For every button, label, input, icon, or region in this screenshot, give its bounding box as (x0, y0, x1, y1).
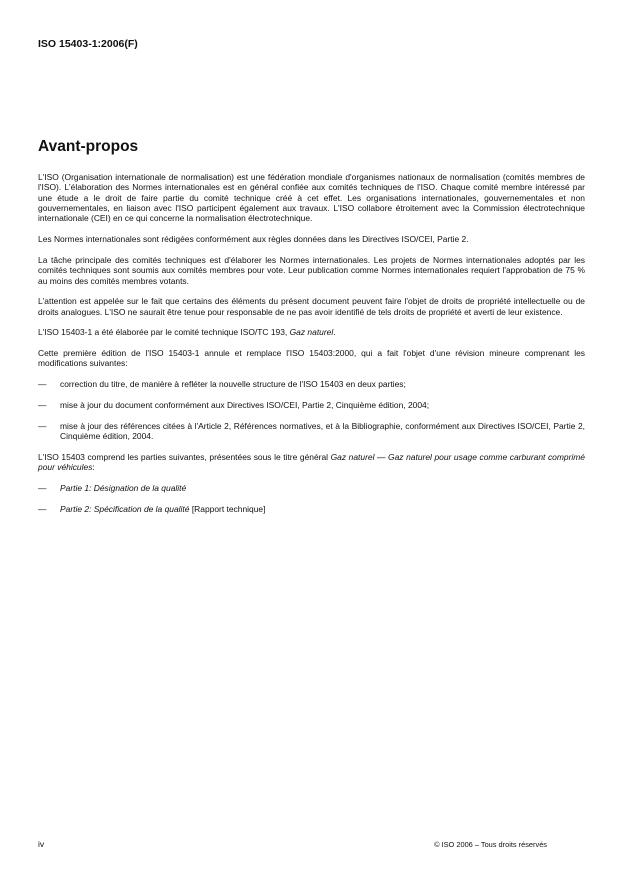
list-item (38, 504, 585, 514)
document-id-header: ISO 15403-1:2006(F) (38, 38, 138, 50)
list-item-text: mise à jour des références citées à l'Article 2, Références normatives, et à la Bibliographie, conformément aux Directives ISO/CEI, Partie 2, Cinquième édition, 2004. (60, 420, 585, 441)
paragraph-text: L'ISO 15403 comprend les parties suivantes, présentées sous le titre général (38, 451, 331, 462)
list-item-text (60, 504, 585, 514)
part-title: Partie 1: Désignation de la qualité (60, 482, 187, 493)
list-item (38, 379, 585, 389)
list-item (38, 421, 585, 442)
dash-bullet: — (38, 420, 47, 431)
dash-bullet: — (38, 503, 47, 514)
part-note: [Rapport technique] (189, 503, 266, 514)
part-title: Partie 2: Spécification de la qualité (60, 503, 190, 514)
paragraph-end: : (92, 462, 95, 473)
page-number: iv (38, 839, 45, 849)
committee-name: Gaz naturel (289, 327, 334, 338)
paragraph-directives: Les Normes internationales sont rédigées conformément aux règles données dans les Directives ISO/CEI, Partie 2. (38, 234, 469, 245)
paragraph-committee-tc193 (38, 327, 585, 337)
paragraph-end: . (333, 327, 336, 338)
general-title: Gaz naturel — Gaz naturel pour usage comme carburant comprimé pour véhicules (38, 451, 585, 473)
list-item-text (60, 483, 585, 493)
list-item (38, 400, 585, 410)
paragraph-parts-intro (38, 452, 585, 473)
paragraph-text: L'ISO 15403-1 a été élaborée par le comité technique ISO/TC 193, (38, 327, 290, 338)
section-title: Avant-propos (38, 138, 139, 155)
list-item (38, 483, 585, 493)
dash-bullet: — (38, 399, 47, 410)
dash-bullet: — (38, 379, 47, 390)
paragraph-patents: L'attention est appelée sur le fait que certains des éléments du présent document peuvent faire l'objet de droits de propriété intellectuelle ou de droits analogues. L'ISO ne saurait être tenue pour responsable de ne pas avoir identifié de tels droits de propriété et averti de leur existence. (38, 296, 585, 317)
paragraph-committees: La tâche principale des comités techniques est d'élaborer les Normes internationales. Les projets de Normes internationales adoptés par les comités techniques sont soumis aux comités membres pour vote. Leur publication comme Normes internationales requiert l'approbation de 75 % au moins des comités membres votants. (38, 254, 585, 286)
dash-bullet: — (38, 482, 47, 493)
copyright-notice: © ISO 2006 – Tous droits réservés (434, 840, 547, 849)
paragraph-iso-intro: L'ISO (Organisation internationale de normalisation) est une fédération mondiale d'organismes nationaux de normalisation (comités membres de l'ISO). L'élaboration des Normes internationales est en général confiée aux comités techniques de l'ISO. Chaque comité membre intéressé par une étude a le droit de faire partie du comité technique créé à cet effet. Les organisations internationales, gouvernementales et non gouvernementales, en liaison avec l'ISO participent également aux travaux. L'ISO collabore étroitement avec la Commission électrotechnique internationale (CEI) en ce qui concerne la normalisation électrotechnique. (38, 172, 585, 224)
list-item-text: mise à jour du document conformément aux Directives ISO/CEI, Partie 2, Cinquième édition, 2004; (60, 399, 430, 410)
list-item-text: correction du titre, de manière à refléter la nouvelle structure de l'ISO 15403 en deux parties; (60, 379, 406, 390)
foreword-body (38, 172, 585, 524)
paragraph-edition: Cette première édition de l'ISO 15403-1 annule et remplace l'ISO 15403:2000, qui a fait l'objet d'une révision mineure comprenant les modifications suivantes: (38, 348, 585, 369)
